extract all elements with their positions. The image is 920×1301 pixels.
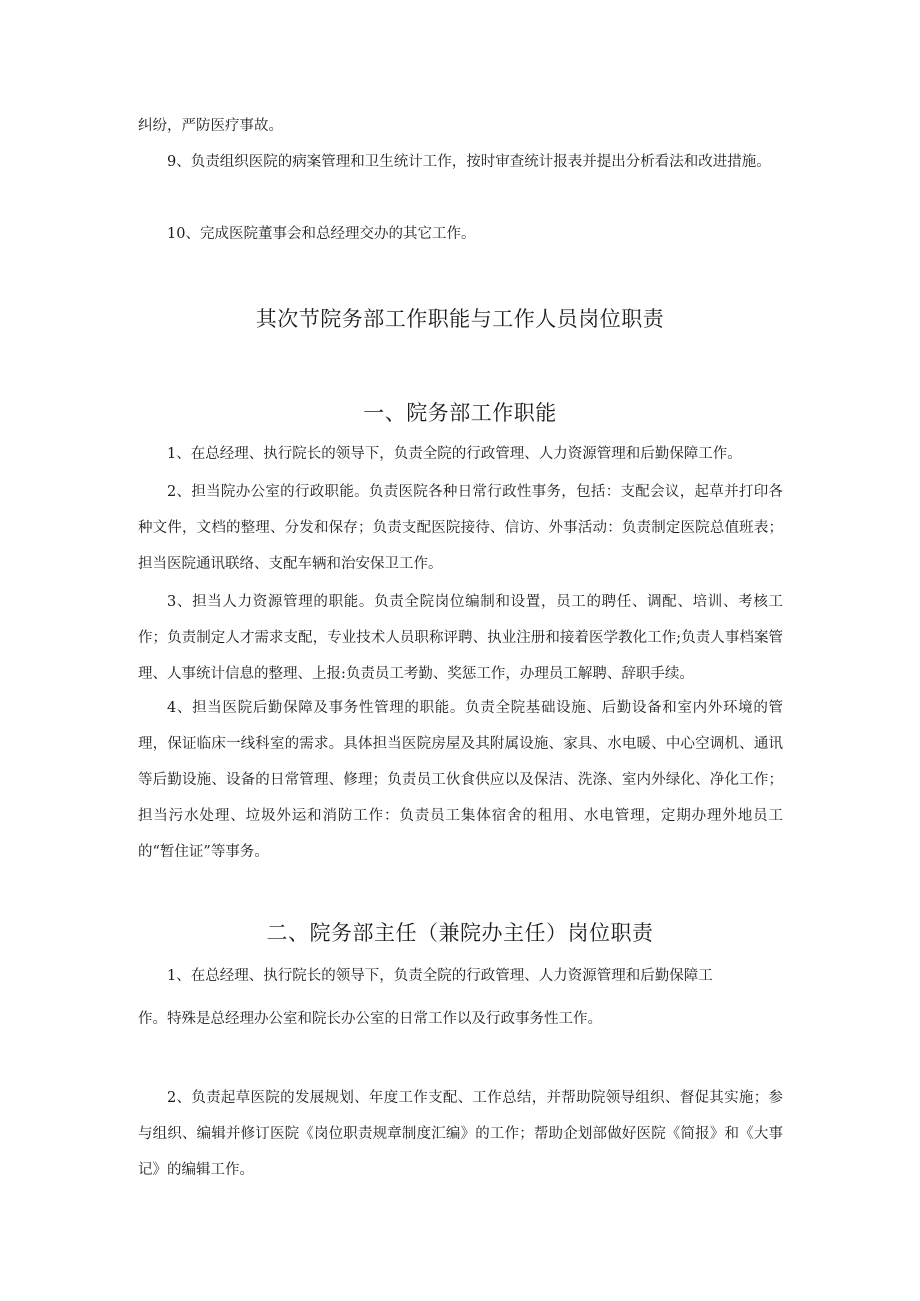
part1-item-4: 4、担当医院后勤保障及事务性管理的职能。负责全院基础设施、后勤设备和室内外环境的管理，保证临床一线科室的需求。具体担当医院房屋及其附属设施、家具、水电暖、中心空调机、通讯等后勤设施、设备的日常管理、修理；负责员工伙食供应以及保洁、洗涤、室内外绿化、净化工作；担当污水处理、垃圾外运和消防工作：负责员工集体宿舍的租用、水电管理，定期办理外地员工的“暂住证”等事务。 — [138, 700, 783, 860]
part2-item-2: 2、负责起草医院的发展规划、年度工作支配、工作总结，并帮助院领导组织、督促其实施；参与组织、编辑并修订医院《岗位职责规章制度汇编》的工作；帮助企划部做好医院《简报》和《大事记》的编辑工作。 — [138, 1090, 783, 1178]
continuation-paragraph: 纠纷，严防医疗事故。 — [138, 118, 283, 134]
part1-heading: 一、院务部工作职能 — [363, 401, 557, 425]
item-9-paragraph: 9、负责组织医院的病案管理和卫生统计工作，按时审查统计报表并提出分析看法和改进措施。 — [167, 154, 771, 170]
part1-item-3: 3、担当人力资源管理的职能。负责全院岗位编制和设置，员工的聘任、调配、培训、考核工作；负责制定人才需求支配，专业技术人员职称评聘、执业注册和接着医学教化工作;负责人事档案管理、人事统计信息的整理、上报:负责员工考勤、奖惩工作，办理员工解聘、辞职手续。 — [138, 594, 783, 682]
part2-item-1-line-1: 1、在总经理、执行院长的领导下，负责全院的行政管理、人力资源管理和后勤保障工 — [167, 968, 713, 984]
part1-item-2: 2、担当院办公室的行政职能。负责医院各种日常行政性事务，包括：支配会议，起草并打印各种文件，文档的整理、分发和保存；负责支配医院接待、信访、外事活动：负责制定医院总值班表；担当医院通讯联络、支配车辆和治安保卫工作。 — [138, 484, 783, 572]
part2-heading: 二、院务部主任（兼院办主任）岗位职责 — [266, 921, 654, 945]
part1-item-1: 1、在总经理、执行院长的领导下，负责全院的行政管理、人力资源管理和后勤保障工作。 — [167, 446, 742, 462]
part2-item-1-line-2: 作。特殊是总经理办公室和院长办公室的日常工作以及行政事务性工作。 — [138, 1011, 602, 1027]
item-10-paragraph: 10、完成医院董事会和总经理交办的其它工作。 — [167, 226, 476, 242]
section-title: 其次节院务部工作职能与工作人员岗位职责 — [255, 307, 665, 331]
